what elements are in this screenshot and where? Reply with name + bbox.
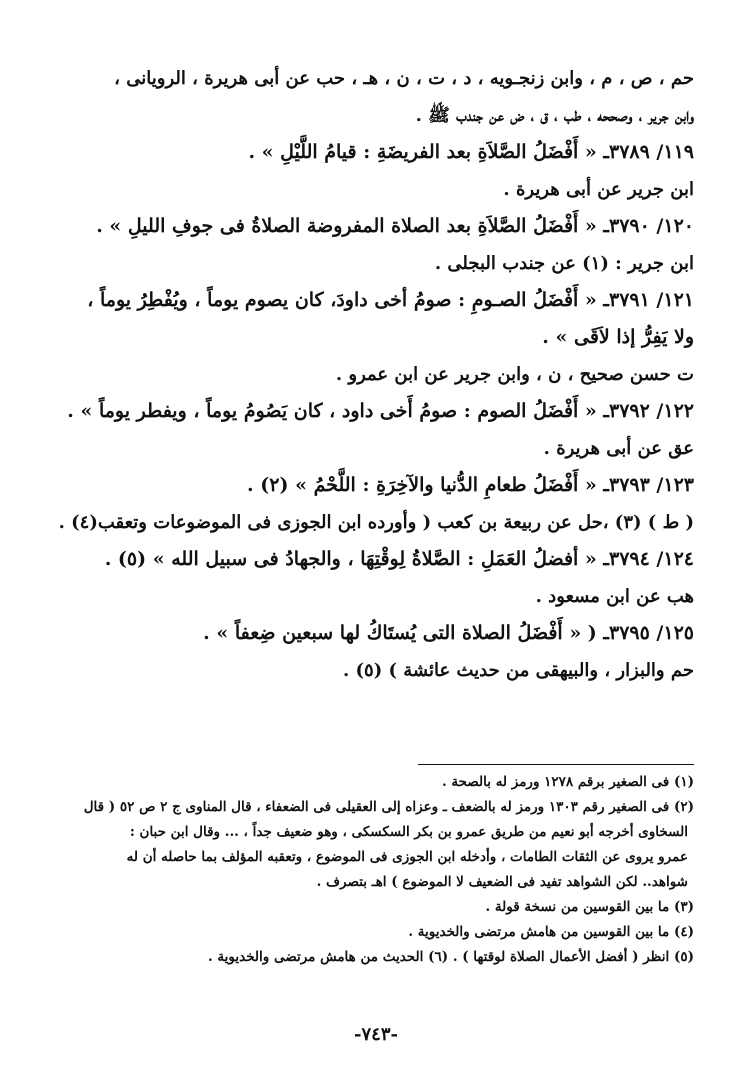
main-text [58,60,694,689]
footnotes [60,770,694,970]
footnote-divider [418,764,694,765]
hadith-line-3793: ١٢٣/ ٣٧٩٣ـ « أَفْضَلُ طعامِ الدُّنيا والآخِرَةِ : اللَّحْمُ » (٢) . [247,474,694,496]
footnote-5-6: (٥) انظر ( أفضل الأعمال الصلاة لوقتها ) . (٦) الحديث من هامش مرتضى والخديوية . [208,949,694,965]
hadith-line-3794: ١٢٤/ ٣٧٩٤ـ « أفضلُ العَمَلِ : الصَّلاةُ لِوقْتِهَا ، والجهادُ فى سبيل الله » (٥) . [104,548,694,570]
footnote-3: (٣) ما بين القوسين من نسخة قولة . [485,899,694,915]
footnote-2-cont: عمرو يروى عن الثقات الطامات ، وأدخله ابن الجوزى فى الموضوع ، وتعقبه المؤلف بما حاصله أن له [126,849,688,865]
source-line: عق عن أبى هريرة . [543,438,694,459]
hadith-line-3791-cont: ولا يَفِرُّ إذا لاَقَى » . [542,326,694,348]
source-line: ابن جرير عن أبى هريرة . [503,179,694,200]
hadith-line-3795: ١٢٥/ ٣٧٩٥ـ ( « أَفْضَلُ الصلاة التى يُستَاكُ لها سبعين ضِعفاً » . [203,622,694,644]
page-number: -٧٤٣- [354,1024,398,1045]
hadith-line-3792: ١٢٢/ ٣٧٩٢ـ « أَفْضَلُ الصوم : صومُ أَخى داود ، كان يَصُومُ يوماً ، ويفطر يوماً » . [67,400,694,422]
source-line: هب عن ابن مسعود . [535,586,694,607]
hadith-line-3791: ١٢١/ ٣٧٩١ـ « أَفْضَلُ الصـومِ : صومُ أخى داودَ، كان يصوم يوماً ، ويُفْطِرُ يوماً ، [87,289,694,311]
hadith-line-3789: ١١٩/ ٣٧٨٩ـ « أَفْضَلُ الصَّلاَةِ بعد الفريضَةِ : قيامُ اللَّيْلِ » . [248,141,694,163]
footnote-2-cont: شواهد.. لكن الشواهد تفيد فى الضعيف لا الموضوع ) اهـ بتصرف . [316,874,688,890]
source-line: ابن جرير : (١) عن جندب البجلى . [434,253,694,274]
footnote-4: (٤) ما بين القوسين من هامش مرتضى والخديوية . [408,924,694,940]
source-line: وابن جرير ، وصححه ، طب ، ق ، ض عن جندب ﷺ . [415,105,694,126]
source-line: ( ط ) (٣) ،حل عن ربيعة بن كعب ( وأورده ابن الجوزى فى الموضوعات وتعقب(٤) . [58,512,694,533]
footnote-2: (٢) فى الصغير رقم ١٣٠٣ ورمز له بالضعف ـ وعزاه إلى العقيلى فى الضعفاء ، قال المناوى ج ٢ ص ٥٢ ( قال [83,799,694,815]
source-line: ت حسن صحيح ، ن ، وابن جرير عن ابن عمرو . [335,364,694,385]
footnote-2-cont: السخاوى أخرجه أبو نعيم من طريق عمرو بن بكر السكسكى ، وهو ضعيف جداً ، ... وقال ابن حبان : [129,824,688,840]
hadith-line-3790: ١٢٠/ ٣٧٩٠ـ « أَفْضَلُ الصَّلاَةِ بعد الصلاة المفروضة الصلاةُ فى جوفِ الليلِ » . [96,215,694,237]
footnote-1: (١) فى الصغير برقم ١٢٧٨ ورمز له بالصحة . [441,774,694,790]
source-line: حم والبزار ، والبيهقى من حديث عائشة ) (٥) . [342,660,694,681]
source-line: حم ، ص ، م ، وابن زنجـويه ، د ، ت ، ن ، هـ ، حب عن أبى هريرة ، الرويانى ، [114,68,694,89]
